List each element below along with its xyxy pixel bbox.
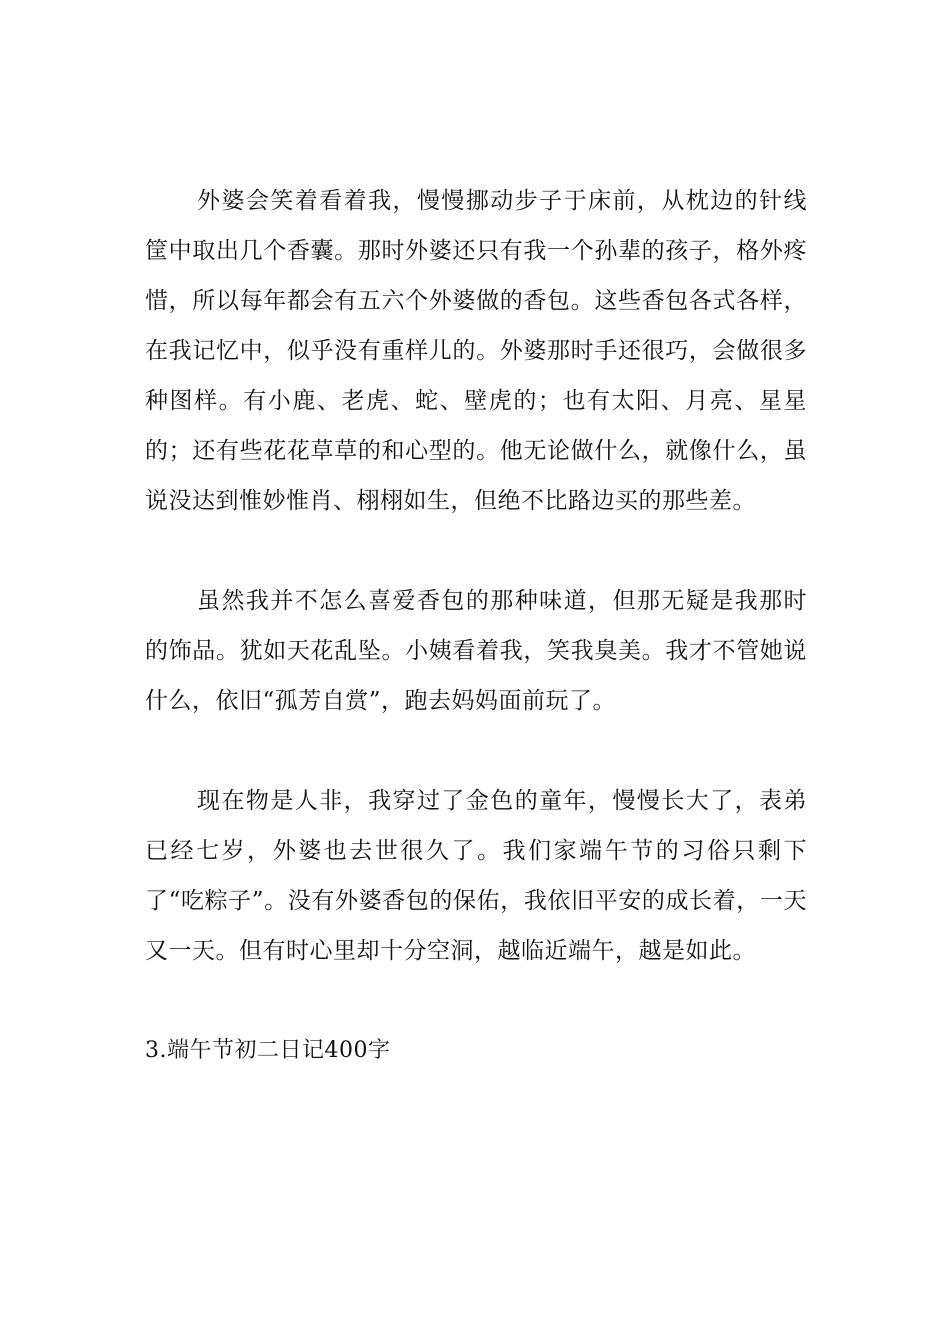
paragraph-sachet-ornament: 虽然我并不怎么喜爱香包的那种味道，但那无疑是我那时的饰品。犹如天花乱坠。小姨看着我，笑我臭美。我才不管她说什么，依旧“孤芳自赏”，跑去妈妈面前玩了。 <box>145 588 807 714</box>
document-body <box>145 176 807 1076</box>
paragraph-present-day: 现在物是人非，我穿过了金色的童年，慢慢长大了，表弟已经七岁，外婆也去世很久了。我们家端午节的习俗只剩下了“吃粽子”。没有外婆香包的保佑，我依旧平安的成长着，一天又一天。但有时心里却十分空洞，越临近端午，越是如此。 <box>145 788 807 964</box>
paragraph-fragrant-sachets: 外婆会笑着看着我，慢慢挪动步子于床前，从枕边的针线筐中取出几个香囊。那时外婆还只有我一个孙辈的孩子，格外疼惜，所以每年都会有五六个外婆做的香包。这些香包各式各样，在我记忆中，似乎没有重样儿的。外婆那时手还很巧，会做很多种图样。有小鹿、老虎、蛇、壁虎的；也有太阳、月亮、星星的；还有些花花草草的和心型的。他无论做什么，就像什么，虽说没达到惟妙惟肖、栩栩如生，但绝不比路边买的那些差。 <box>145 188 807 514</box>
section-heading: 3.端午节初二日记400字 <box>145 1038 391 1063</box>
